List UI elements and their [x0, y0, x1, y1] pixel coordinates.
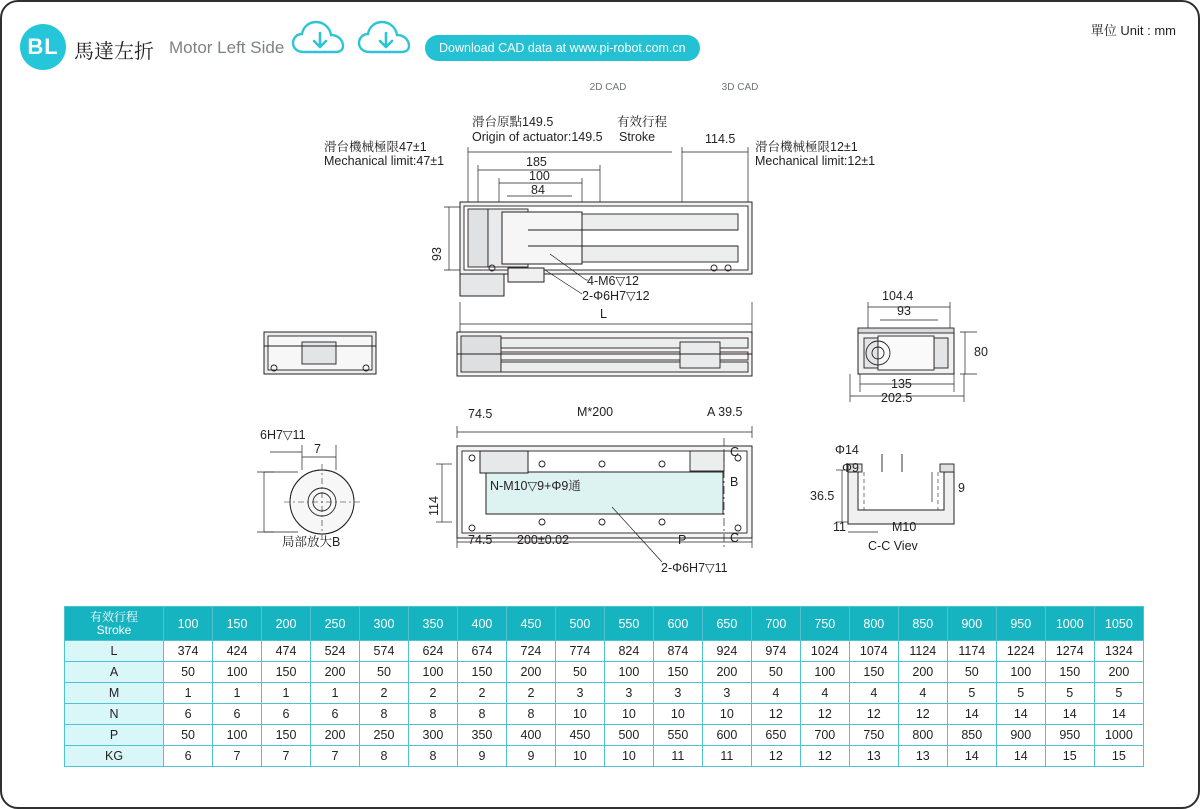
cell: 10	[653, 704, 702, 725]
cell: 6	[262, 704, 311, 725]
cell: 5	[996, 683, 1045, 704]
cell: 150	[849, 662, 898, 683]
detail-b-dim-7: 7	[314, 442, 321, 456]
cell: 14	[996, 746, 1045, 767]
cell: 10	[702, 704, 751, 725]
dim-84: 84	[531, 183, 545, 197]
cell: 8	[408, 746, 457, 767]
cell: 950	[1045, 725, 1094, 746]
mark-B: B	[730, 475, 739, 489]
cell: 13	[898, 746, 947, 767]
col-head: 400	[457, 607, 506, 641]
col-head: 600	[653, 607, 702, 641]
cell: 7	[213, 746, 262, 767]
cell: 4	[898, 683, 947, 704]
dim-185: 185	[526, 155, 547, 169]
cell: 3	[702, 683, 751, 704]
dim-74-5-bottom: 74.5	[468, 533, 493, 547]
cell: 9	[506, 746, 555, 767]
cell: 7	[262, 746, 311, 767]
detail-b-callout: 6H7▽11	[260, 428, 306, 442]
download-cad-button[interactable]: Download CAD data at www.pi-robot.com.cn	[425, 35, 700, 61]
cell: 10	[555, 704, 604, 725]
cell: 1274	[1045, 641, 1094, 662]
col-head: 950	[996, 607, 1045, 641]
label-mech-limit-left-en: Mechanical limit:47±1	[324, 154, 445, 168]
table-header-row	[65, 607, 1144, 641]
table-row	[65, 746, 1144, 767]
dim-phi9: Φ9	[842, 461, 859, 475]
cell: 1	[164, 683, 213, 704]
cell: 650	[751, 725, 800, 746]
cell: 824	[604, 641, 653, 662]
cell: 974	[751, 641, 800, 662]
cell: 11	[702, 746, 751, 767]
cell: 750	[849, 725, 898, 746]
label-origin-en: Origin of actuator:149.5	[472, 130, 603, 144]
dim-P: P	[678, 533, 687, 547]
cell: 14	[1094, 704, 1143, 725]
table-row	[65, 683, 1144, 704]
page-title-cn: 馬達左折	[74, 41, 154, 63]
label-mech-limit-right-en: Mechanical limit:12±1	[755, 154, 876, 168]
cell: 774	[555, 641, 604, 662]
cell: 624	[408, 641, 457, 662]
cell: 2	[506, 683, 555, 704]
cell: 12	[800, 704, 849, 725]
row-label: L	[65, 641, 164, 662]
cell: 9	[457, 746, 506, 767]
cell: 12	[751, 746, 800, 767]
cell: 550	[653, 725, 702, 746]
cell: 200	[898, 662, 947, 683]
dim-202-5: 202.5	[881, 391, 913, 405]
cell: 200	[1094, 662, 1143, 683]
label-mech-limit-left-cn: 滑台機械極限47±1	[324, 140, 427, 154]
cell: 1174	[947, 641, 996, 662]
cell: 100	[408, 662, 457, 683]
note-2-phi6h7-top: 2-Φ6H7▽12	[582, 289, 650, 303]
row-label: P	[65, 725, 164, 746]
label-stroke-en: Stroke	[619, 130, 656, 144]
cell: 14	[996, 704, 1045, 725]
cell: 8	[457, 704, 506, 725]
cell: 1	[262, 683, 311, 704]
cell: 300	[408, 725, 457, 746]
cell: 100	[996, 662, 1045, 683]
cell: 8	[408, 704, 457, 725]
cc-view-title: C-C Viev	[868, 539, 918, 553]
cell: 574	[359, 641, 408, 662]
col-head: 1000	[1045, 607, 1094, 641]
cell: 250	[359, 725, 408, 746]
cell: 3	[555, 683, 604, 704]
col-head: 800	[849, 607, 898, 641]
cell: 6	[311, 704, 360, 725]
note-4-m6: 4-M6▽12	[587, 274, 639, 288]
cell: 2	[408, 683, 457, 704]
cell: 1224	[996, 641, 1045, 662]
cell: 8	[506, 704, 555, 725]
cell: 3	[604, 683, 653, 704]
cell: 800	[898, 725, 947, 746]
cell: 7	[311, 746, 360, 767]
cell: 1324	[1094, 641, 1143, 662]
dim-A-39-5: A 39.5	[707, 405, 743, 419]
cell: 12	[800, 746, 849, 767]
cell: 1024	[800, 641, 849, 662]
cell: 10	[604, 746, 653, 767]
cell: 100	[604, 662, 653, 683]
technical-drawing	[2, 2, 1200, 602]
col-head: 1050	[1094, 607, 1143, 641]
cell: 850	[947, 725, 996, 746]
table-header-stroke-cn: 有效行程	[90, 609, 139, 624]
cell: 150	[457, 662, 506, 683]
cell: 700	[800, 725, 849, 746]
cell: 6	[164, 746, 213, 767]
cell: 1	[311, 683, 360, 704]
cell: 12	[849, 704, 898, 725]
cell: 900	[996, 725, 1045, 746]
mark-C-top: C	[730, 445, 740, 459]
cell: 10	[555, 746, 604, 767]
cell: 11	[653, 746, 702, 767]
dim-135: 135	[891, 377, 912, 391]
cell: 13	[849, 746, 898, 767]
col-head: 300	[359, 607, 408, 641]
row-label: M	[65, 683, 164, 704]
label-stroke-cn: 有效行程	[617, 115, 668, 129]
cell: 150	[262, 725, 311, 746]
cell: 15	[1094, 746, 1143, 767]
cell: 200	[702, 662, 751, 683]
cell: 14	[947, 704, 996, 725]
cell: 12	[751, 704, 800, 725]
cell: 6	[213, 704, 262, 725]
cell: 600	[702, 725, 751, 746]
dim-80: 80	[974, 345, 988, 359]
cell: 1000	[1094, 725, 1143, 746]
cell: 50	[164, 725, 213, 746]
col-head: 150	[213, 607, 262, 641]
cell: 150	[653, 662, 702, 683]
cell: 4	[849, 683, 898, 704]
dim-74-5-left: 74.5	[468, 407, 493, 421]
col-head: 200	[262, 607, 311, 641]
dim-114: 114	[426, 496, 441, 516]
dim-m-200: M*200	[577, 405, 614, 419]
cell: 2	[457, 683, 506, 704]
dim-200-tol: 200±0.02	[517, 533, 570, 547]
cell: 5	[1045, 683, 1094, 704]
row-label: A	[65, 662, 164, 683]
dim-104-4: 104.4	[882, 289, 914, 303]
cell: 50	[751, 662, 800, 683]
cell: 100	[213, 725, 262, 746]
dim-93-top-view: 93	[429, 247, 444, 261]
label-origin-cn: 滑台原點149.5	[472, 115, 554, 129]
cell: 724	[506, 641, 555, 662]
cell: 5	[947, 683, 996, 704]
col-head: 700	[751, 607, 800, 641]
cell: 6	[164, 704, 213, 725]
unit-label: 單位 Unit : mm	[1090, 23, 1176, 38]
dim-phi14: Φ14	[835, 443, 859, 457]
cell: 400	[506, 725, 555, 746]
cell: 450	[555, 725, 604, 746]
col-head: 650	[702, 607, 751, 641]
dim-100: 100	[529, 169, 550, 183]
cell: 8	[359, 704, 408, 725]
cell: 200	[311, 662, 360, 683]
stroke-spec-table	[64, 606, 1144, 767]
cell: 674	[457, 641, 506, 662]
cell: 3	[653, 683, 702, 704]
cell: 1124	[898, 641, 947, 662]
cell: 474	[262, 641, 311, 662]
cell: 524	[311, 641, 360, 662]
cell: 2	[359, 683, 408, 704]
cell: 500	[604, 725, 653, 746]
cell: 50	[947, 662, 996, 683]
cell: 150	[1045, 662, 1094, 683]
mark-C-bottom: C	[730, 531, 740, 545]
cell: 874	[653, 641, 702, 662]
dim-m10: M10	[892, 520, 917, 534]
cell: 100	[213, 662, 262, 683]
cad-2d-label: 2D CAD	[589, 82, 627, 93]
detail-b-title: 局部放大B	[282, 535, 341, 549]
cad-3d-label: 3D CAD	[721, 82, 759, 93]
cell: 4	[800, 683, 849, 704]
col-head: 450	[506, 607, 555, 641]
table-row	[65, 662, 1144, 683]
cell: 5	[1094, 683, 1143, 704]
page-title-en: Motor Left Side	[169, 38, 285, 57]
cell: 374	[164, 641, 213, 662]
col-head: 900	[947, 607, 996, 641]
cell: 50	[359, 662, 408, 683]
col-head: 100	[164, 607, 213, 641]
cell: 15	[1045, 746, 1094, 767]
cell: 350	[457, 725, 506, 746]
cell: 200	[506, 662, 555, 683]
cell: 50	[555, 662, 604, 683]
table-header-stroke-en: Stroke	[96, 622, 132, 637]
col-head: 500	[555, 607, 604, 641]
cell: 150	[262, 662, 311, 683]
cell: 4	[751, 683, 800, 704]
dim-11: 11	[833, 520, 846, 534]
cell: 200	[311, 725, 360, 746]
cell: 14	[947, 746, 996, 767]
dim-114-5: 114.5	[705, 132, 736, 146]
cell: 924	[702, 641, 751, 662]
col-head: 350	[408, 607, 457, 641]
cell: 1	[213, 683, 262, 704]
cell: 424	[213, 641, 262, 662]
col-head: 250	[311, 607, 360, 641]
row-label: KG	[65, 746, 164, 767]
note-n-m10: N-M10▽9+Φ9通	[490, 479, 581, 493]
table-row	[65, 641, 1144, 662]
cell: 14	[1045, 704, 1094, 725]
dim-9: 9	[958, 481, 965, 495]
badge-bl: BL	[20, 24, 66, 70]
dim-36-5: 36.5	[810, 489, 835, 503]
note-2-phi6h7-front: 2-Φ6H7▽11	[661, 561, 728, 575]
cell: 10	[604, 704, 653, 725]
cell: 12	[898, 704, 947, 725]
table-row	[65, 704, 1144, 725]
cell: 100	[800, 662, 849, 683]
dim-93-right-view: 93	[897, 304, 911, 318]
col-head: 550	[604, 607, 653, 641]
dim-L-top: L	[600, 307, 607, 321]
label-mech-limit-right-cn: 滑台機械極限12±1	[755, 140, 858, 154]
table-row	[65, 725, 1144, 746]
cell: 50	[164, 662, 213, 683]
col-head: 850	[898, 607, 947, 641]
table-header-stroke	[65, 607, 164, 641]
col-head: 750	[800, 607, 849, 641]
row-label: N	[65, 704, 164, 725]
cell: 1074	[849, 641, 898, 662]
cell: 8	[359, 746, 408, 767]
